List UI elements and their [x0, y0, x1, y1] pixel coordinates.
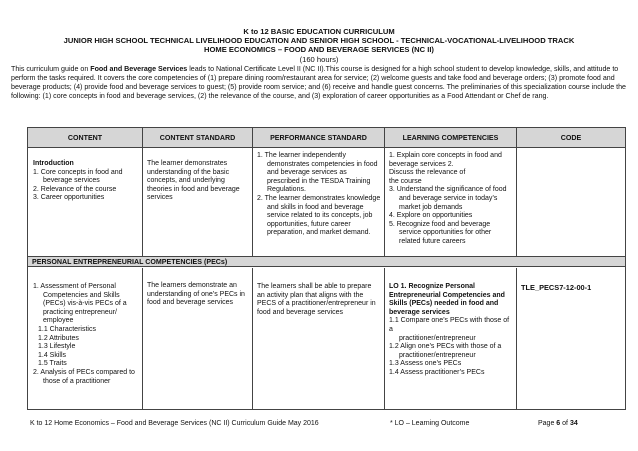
section-pecs-title: PERSONAL ENTREPRENEURIAL COMPETENCIES (PECs) — [28, 256, 625, 267]
footer-guide-title: K to 12 Home Economics – Food and Beverage Services (NC II) Curriculum Guide May 2016 — [30, 420, 319, 427]
row1-content: Introduction 1. Core concepts in food and beverage services 2. Relevance of the course 3. Career opportunities — [33, 160, 139, 203]
row1-content-standard: The learner demonstrates understanding of the basic concepts, and underlying theories in food and beverage services — [147, 160, 240, 202]
curriculum-table — [27, 127, 626, 410]
row1-content-title: Introduction — [33, 160, 74, 167]
col-header-learning-competencies: LEARNING COMPETENCIES — [385, 128, 517, 148]
footer-lo-note: * LO – Learning Outcome — [390, 420, 470, 427]
course-title: HOME ECONOMICS – FOOD AND BEVERAGE SERVICES (NC II) — [204, 45, 434, 54]
row1-performance-standard: 1. The learner independently demonstrates competencies in food and beverage services as prescribed in the TESDA Training Regulations. 2. The learner demonstrates knowledge and skills in food and beverage service related to its concepts, job opportunities, future career preparation, and market demand. — [257, 152, 381, 237]
doc-subtitle: JUNIOR HIGH SCHOOL TECHNICAL LIVELIHOOD EDUCATION AND SENIOR HIGH SCHOOL - TECHNICAL-VOCATIONAL-LIVELIHOOD TRACK — [63, 36, 575, 45]
col-header-performance-standard: PERFORMANCE STANDARD — [253, 128, 385, 148]
row2-performance-standard: The learners shall be able to prepare an activity plan that aligns with the PECS of a practitioner/entrepreneur in food and beverage services — [257, 283, 376, 316]
lo1-title: LO 1. Recognize Personal Entrepreneurial Competencies and Skills (PECs) needed in food and beverage services — [389, 283, 505, 316]
row2-content-standard: The learners demonstrate an understanding of one’s PECs in food and beverage services — [147, 282, 245, 307]
col-header-content: CONTENT — [28, 128, 143, 148]
col-header-code: CODE — [517, 128, 625, 148]
row2-content: 1. Assessment of Personal Competencies and Skills (PECs) vis-à-vis PECs of a practicing entrepreneur/ employee 1.1 Characteristics 1.2 Attributes 1.3 Lifestyle 1.4 Skills 1.5 Traits 2. Analysis of PECs compared to those of a practitioner — [33, 283, 135, 385]
col-header-content-standard: CONTENT STANDARD — [143, 128, 253, 148]
intro-paragraph: This curriculum guide on Food and Beverage Services leads to National Certificate Level II (NC II).This course is designed for a high school student to develop knowledge, skills, and attitude to perform the tasks required. It covers the core competencies of (1) prepare dining room/restaurant area for service; (2) welcome guests and take food and beverage orders; (3) promote food and beverage products; (4) provide food and beverage services to guest; (5) provide room service; and (6) receive and handle guest concerns. The preliminaries of this specialization course include the following: (1) core concepts in food and beverage services, (2) the relevance of the course, and (3) exploration of career opportunities as a Food Attendant or Chef de rang. — [11, 65, 626, 100]
row2-learning-competencies: LO 1. Recognize Personal Entrepreneurial Competencies and Skills (PECs) needed in food and beverage services 1.1 Compare one’s PECs with those of a practitioner/entrepreneur 1.2 Align one’s PECs with those of a practitioner/entrepreneur 1.3 Assess one’s PECs 1.4 Assess practitioner’s PECs — [389, 283, 513, 378]
row2-code: TLE_PECS7-12-00-1 — [521, 283, 592, 292]
doc-title: K to 12 BASIC EDUCATION CURRICULUM — [243, 27, 395, 36]
footer-page-number: Page 6 of 34 — [538, 420, 578, 427]
course-hours: (160 hours) — [299, 55, 339, 64]
row1-learning-competencies: 1. Explain core concepts in food and beverage services 2. Discuss the relevance of the course 3. Understand the significance of food and beverage service in today’s market job demands 4. Explore on opportunities 5. Recognize food and beverage service opportunities for other related future careers — [389, 152, 507, 245]
intro-course-name: Food and Beverage Services — [90, 65, 188, 73]
